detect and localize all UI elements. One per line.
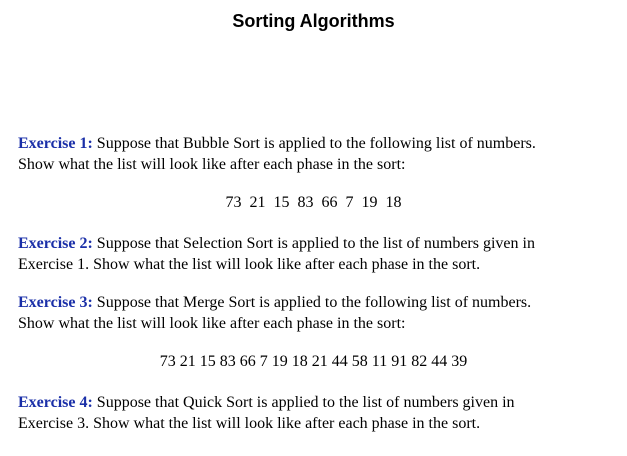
exercise-3-number-list: 73 21 15 83 66 7 19 18 21 44 58 11 91 82 44 39 [159,353,468,370]
exercise-4-label: Exercise 4: [18,394,93,411]
exercise-4 [18,392,618,434]
exercise-1-text-2: Show what the list will look like after each phase in the sort: [18,156,406,173]
exercise-2-line-1 [18,233,618,254]
exercise-4-text-1: Suppose that Quick Sort is applied to the list of numbers given in [92,394,515,411]
exercise-4-text-2: Exercise 3. Show what the list will look like after each phase in the sort. [18,415,481,432]
page-title: Sorting Algorithms [232,11,395,31]
exercise-2-text-2: Exercise 1. Show what the list will look like after each phase in the sort. [18,256,481,273]
exercise-3 [18,292,618,334]
exercise-2-text-1: Suppose that Selection Sort is applied to the list of numbers given in [92,235,535,252]
exercise-4-line-1 [18,392,618,413]
exercise-1 [18,133,618,175]
exercise-1-text-1: Suppose that Bubble Sort is applied to the following list of numbers. [92,135,536,152]
exercise-3-line-1 [18,292,618,313]
exercise-1-line-1 [18,133,618,154]
exercise-1-label: Exercise 1: [18,135,93,152]
exercise-1-number-list: 73 21 15 83 66 7 19 18 [225,194,402,211]
exercise-3-text-1: Suppose that Merge Sort is applied to the following list of numbers. [92,294,532,311]
exercise-2 [18,233,618,275]
exercise-2-label: Exercise 2: [18,235,93,252]
exercise-3-text-2: Show what the list will look like after each phase in the sort: [18,315,406,332]
exercise-3-label: Exercise 3: [18,294,93,311]
